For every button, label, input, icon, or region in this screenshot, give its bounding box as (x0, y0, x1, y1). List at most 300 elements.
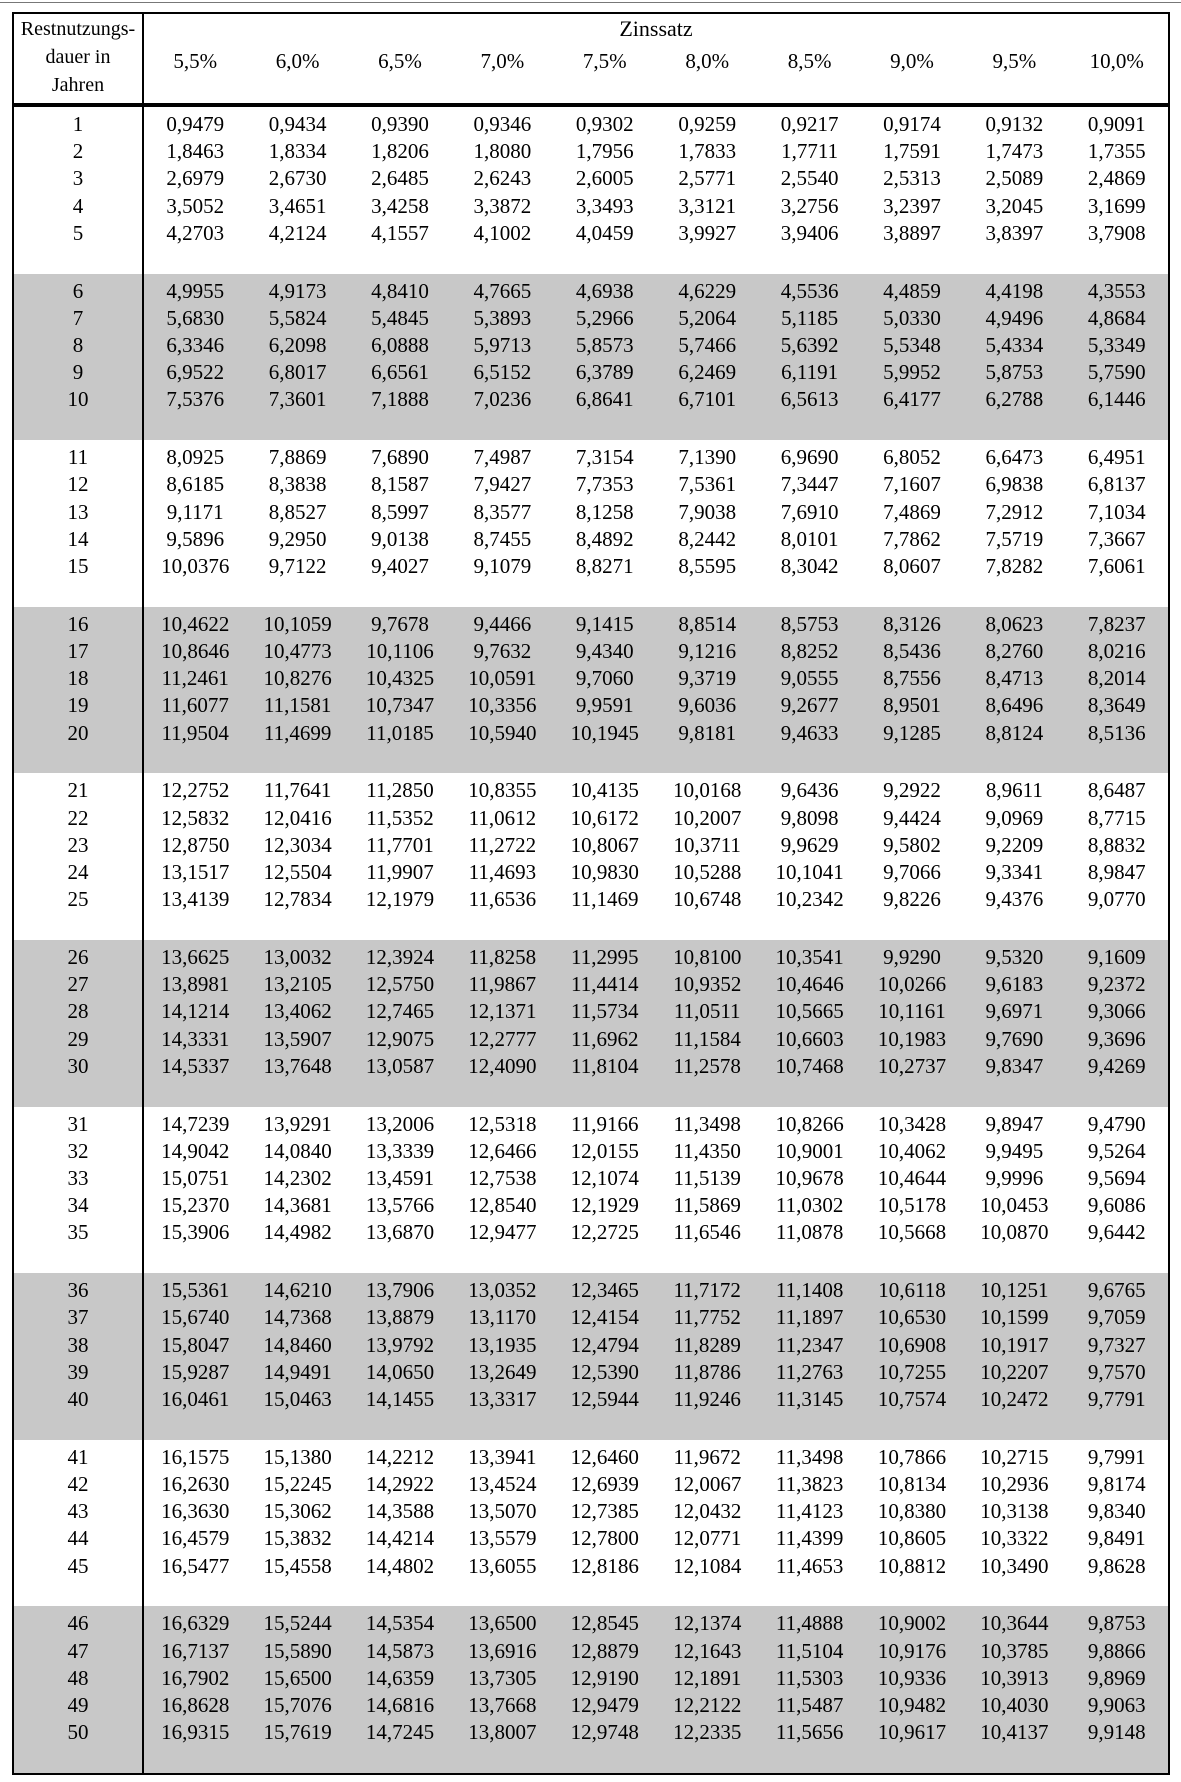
factor-cell: 7,6890 (371, 445, 429, 470)
factor-cell: 9,9148 (1087, 1720, 1146, 1745)
factor-cell: 14,4982 (263, 1220, 332, 1245)
factor-cell: 9,9495 (985, 1138, 1044, 1163)
factor-cell: 9,6442 (1087, 1220, 1146, 1245)
factor-cell: 8,8514 (678, 611, 737, 636)
factor-cell: 14,0840 (263, 1138, 332, 1163)
factor-cell: 9,9290 (883, 945, 941, 969)
factor-cell: 16,0461 (161, 1386, 230, 1411)
factor-cell: 10,7574 (877, 1386, 947, 1411)
factor-cell: 11,6546 (673, 1220, 741, 1245)
factor-cell: 12,5750 (365, 972, 435, 997)
factor-cell: 7,8869 (268, 445, 327, 470)
factor-cell: 6,9690 (780, 445, 839, 470)
factor-cell: 6,2469 (678, 360, 737, 385)
year-cell: 14 (67, 526, 89, 551)
factor-cell: 0,9217 (780, 112, 839, 136)
factor-cell: 10,8646 (161, 638, 230, 663)
factor-cell: 12,3924 (365, 945, 435, 969)
factor-cell: 11,1581 (263, 693, 332, 718)
factor-cell: 9,4027 (371, 553, 429, 578)
rate-header-2: 6,0% (275, 49, 320, 73)
factor-cell: 6,8641 (575, 387, 634, 412)
factor-cell: 12,5390 (570, 1359, 639, 1384)
factor-cell: 10,9352 (673, 972, 742, 997)
year-cell: 35 (67, 1220, 89, 1245)
year-cell: 23 (67, 832, 89, 857)
factor-cell: 7,0236 (473, 387, 532, 412)
factor-cell: 9,4269 (1087, 1053, 1146, 1078)
factor-cell: 4,4859 (883, 278, 941, 303)
factor-cell: 8,0607 (883, 553, 941, 578)
factor-cell: 11,8289 (673, 1332, 741, 1357)
factor-cell: 9,4466 (473, 611, 532, 636)
factor-cell: 9,8866 (1087, 1638, 1146, 1663)
factor-cell: 10,2342 (775, 887, 844, 912)
factor-cell: 15,9287 (161, 1359, 230, 1384)
factor-cell: 10,1251 (980, 1278, 1049, 1303)
factor-cell: 8,3649 (1087, 693, 1146, 718)
factor-cell: 6,3346 (166, 332, 225, 357)
factor-cell: 8,4713 (985, 666, 1044, 691)
factor-cell: 5,9952 (883, 360, 941, 385)
factor-cell: 8,0216 (1087, 638, 1146, 663)
factor-cell: 13,7648 (263, 1053, 332, 1078)
factor-cell: 14,7239 (161, 1111, 230, 1136)
factor-cell: 9,0138 (371, 526, 429, 551)
factor-cell: 11,5656 (775, 1720, 844, 1745)
factor-cell: 9,1216 (678, 638, 737, 663)
factor-cell: 10,9617 (877, 1720, 947, 1745)
factor-cell: 15,0751 (161, 1165, 230, 1190)
factor-cell: 7,9427 (473, 472, 532, 497)
factor-cell: 16,6329 (161, 1611, 230, 1636)
year-cell: 41 (67, 1444, 89, 1469)
factor-cell: 10,3913 (980, 1665, 1049, 1690)
factor-cell: 12,7834 (263, 887, 332, 912)
factor-cell: 15,7619 (263, 1720, 332, 1745)
factor-cell: 3,9406 (780, 220, 839, 245)
rate-header-3: 6,5% (378, 49, 422, 73)
factor-cell: 12,3465 (570, 1278, 639, 1303)
factor-cell: 9,2950 (268, 526, 327, 551)
factor-cell: 14,5337 (161, 1053, 230, 1078)
factor-cell: 5,0330 (883, 305, 941, 330)
factor-cell: 7,5719 (985, 526, 1044, 551)
factor-cell: 14,3331 (161, 1026, 230, 1051)
factor-cell: 9,6036 (678, 693, 737, 718)
factor-cell: 10,3490 (980, 1553, 1049, 1578)
factor-cell: 4,6938 (575, 278, 634, 303)
factor-cell: 15,7076 (263, 1692, 332, 1717)
factor-cell: 11,0511 (673, 999, 741, 1024)
factor-cell: 7,8282 (985, 553, 1044, 578)
factor-cell: 11,0878 (775, 1220, 844, 1245)
factor-cell: 12,4794 (570, 1332, 639, 1357)
year-cell: 1 (72, 112, 84, 136)
factor-cell: 7,5376 (166, 387, 225, 412)
factor-cell: 10,2737 (877, 1053, 947, 1078)
factor-cell: 5,4845 (371, 305, 429, 330)
factor-cell: 8,8527 (268, 499, 327, 524)
factor-cell: 6,1191 (781, 360, 839, 385)
factor-cell: 8,3577 (473, 499, 532, 524)
factor-cell: 9,4424 (883, 805, 941, 830)
factor-cell: 13,5579 (468, 1526, 537, 1551)
factor-cell: 4,3553 (1087, 278, 1146, 303)
factor-cell: 15,0463 (263, 1386, 332, 1411)
factor-cell: 9,8947 (985, 1111, 1044, 1136)
year-cell: 33 (67, 1165, 89, 1190)
factor-cell: 9,5320 (985, 945, 1044, 969)
factor-cell: 11,2578 (673, 1053, 741, 1078)
factor-cell: 16,5477 (161, 1553, 230, 1578)
year-cell: 40 (67, 1386, 89, 1411)
factor-cell: 8,3838 (268, 472, 327, 497)
year-cell: 42 (67, 1471, 89, 1496)
factor-cell: 14,1455 (365, 1386, 435, 1411)
factor-cell: 0,9259 (678, 112, 737, 136)
factor-cell: 11,3498 (775, 1444, 844, 1469)
factor-cell: 5,5824 (268, 305, 327, 330)
factor-cell: 9,1171 (166, 499, 224, 524)
year-cell: 26 (67, 945, 89, 969)
factor-cell: 9,4790 (1087, 1111, 1146, 1136)
factor-cell: 3,3121 (678, 193, 737, 218)
factor-cell: 4,1557 (371, 220, 429, 245)
factor-cell: 9,9063 (1087, 1692, 1146, 1717)
factor-cell: 4,6229 (678, 278, 737, 303)
factor-cell: 10,0591 (468, 666, 537, 691)
factor-cell: 9,7678 (371, 611, 429, 636)
factor-cell: 2,6243 (473, 166, 532, 191)
factor-cell: 11,2461 (161, 666, 229, 691)
factor-cell: 9,7060 (575, 666, 634, 691)
factor-cell: 11,4399 (775, 1526, 844, 1551)
factor-cell: 12,7465 (365, 999, 435, 1024)
factor-cell: 10,5665 (775, 999, 844, 1024)
factor-cell: 9,1415 (575, 611, 634, 636)
factor-cell: 1,8463 (166, 139, 225, 164)
year-cell: 3 (72, 166, 84, 191)
factor-cell: 14,7368 (263, 1305, 332, 1330)
factor-cell: 10,1161 (878, 999, 946, 1024)
factor-cell: 8,3126 (883, 611, 941, 636)
factor-cell: 10,6172 (570, 805, 639, 830)
factor-cell: 15,4558 (263, 1553, 332, 1578)
factor-cell: 5,2064 (678, 305, 737, 330)
factor-cell: 12,5318 (468, 1111, 537, 1136)
table-frame (12, 12, 1170, 1775)
rate-header-9: 9,5% (992, 49, 1037, 73)
factor-cell: 10,9002 (877, 1611, 947, 1636)
factor-cell: 4,1002 (473, 220, 532, 245)
factor-cell: 14,9042 (161, 1138, 230, 1163)
factor-cell: 4,8410 (371, 278, 429, 303)
factor-cell: 11,6077 (161, 693, 229, 718)
factor-cell: 14,2212 (365, 1444, 435, 1469)
factor-cell: 8,7455 (473, 526, 532, 551)
factor-cell: 10,2472 (980, 1386, 1049, 1411)
factor-cell: 10,9336 (877, 1665, 947, 1690)
factor-cell: 12,4090 (468, 1053, 537, 1078)
factor-cell: 16,7902 (161, 1665, 230, 1690)
factor-cell: 3,5052 (166, 193, 225, 218)
factor-cell: 10,2207 (980, 1359, 1049, 1384)
factor-cell: 15,5890 (263, 1638, 332, 1663)
year-cell: 2 (72, 139, 84, 164)
factor-cell: 6,5613 (780, 387, 839, 412)
factor-cell: 10,2715 (980, 1444, 1049, 1469)
factor-cell: 10,9001 (775, 1138, 844, 1163)
factor-cell: 9,4340 (575, 638, 634, 663)
factor-cell: 14,2302 (263, 1165, 332, 1190)
factor-cell: 11,4653 (775, 1553, 844, 1578)
factor-cell: 11,2722 (468, 832, 537, 857)
factor-cell: 11,7752 (673, 1305, 741, 1330)
factor-cell: 5,4334 (985, 332, 1044, 357)
factor-cell: 16,9315 (161, 1720, 230, 1745)
factor-cell: 9,5802 (883, 832, 941, 857)
factor-cell: 13,4524 (468, 1471, 537, 1496)
factor-cell: 4,9955 (166, 278, 225, 303)
factor-cell: 6,6473 (985, 445, 1044, 470)
factor-cell: 9,9996 (985, 1165, 1044, 1190)
factor-cell: 12,9190 (570, 1665, 639, 1690)
factor-cell: 10,4137 (980, 1720, 1049, 1745)
factor-cell: 5,7466 (678, 332, 737, 357)
year-cell: 48 (67, 1665, 89, 1690)
rate-header-5: 7,5% (582, 49, 627, 73)
factor-cell: 10,6530 (877, 1305, 947, 1330)
factor-cell: 13,3339 (365, 1138, 435, 1163)
factor-cell: 10,0168 (673, 778, 742, 803)
factor-cell: 1,7833 (678, 139, 737, 164)
factor-cell: 13,6870 (365, 1220, 435, 1245)
factor-cell: 6,8137 (1087, 472, 1146, 497)
factor-cell: 13,4139 (161, 887, 230, 912)
factor-cell: 9,6436 (780, 778, 839, 803)
factor-cell: 11,7641 (263, 778, 332, 803)
factor-cell: 14,3681 (263, 1193, 332, 1218)
year-cell: 17 (67, 638, 89, 663)
factor-cell: 13,8879 (365, 1305, 435, 1330)
factor-cell: 10,3356 (468, 693, 537, 718)
factor-cell: 11,4888 (775, 1611, 844, 1636)
year-cell: 28 (67, 999, 89, 1024)
year-cell: 27 (67, 972, 89, 997)
factor-cell: 9,7059 (1087, 1305, 1146, 1330)
corner-line-3: Jahren (51, 74, 105, 96)
factor-cell: 11,9867 (468, 972, 537, 997)
factor-cell: 10,3711 (673, 832, 741, 857)
factor-cell: 9,2677 (780, 693, 839, 718)
factor-cell: 14,6210 (263, 1278, 332, 1303)
factor-cell: 11,9246 (673, 1386, 741, 1411)
factor-cell: 1,7956 (575, 139, 634, 164)
year-cell: 50 (67, 1720, 89, 1745)
factor-cell: 10,4622 (161, 611, 230, 636)
factor-cell: 8,0623 (985, 611, 1044, 636)
rate-header-10: 10,0% (1089, 49, 1144, 73)
factor-cell: 4,9496 (985, 305, 1044, 330)
factor-cell: 2,6979 (166, 166, 225, 191)
year-cell: 20 (67, 720, 89, 745)
factor-cell: 16,2630 (161, 1471, 230, 1496)
header-divider (12, 103, 1170, 107)
factor-cell: 6,7101 (678, 387, 737, 412)
factor-cell: 10,1983 (877, 1026, 947, 1051)
factor-cell: 6,9522 (166, 360, 225, 385)
factor-cell: 13,2006 (365, 1111, 435, 1136)
factor-cell: 2,5771 (678, 166, 737, 191)
factor-cell: 12,1979 (365, 887, 435, 912)
factor-cell: 11,8786 (673, 1359, 741, 1384)
factor-cell: 10,8355 (468, 778, 537, 803)
factor-cell: 10,1059 (263, 611, 332, 636)
factor-cell: 15,6500 (263, 1665, 332, 1690)
factor-cell: 7,2912 (985, 499, 1044, 524)
factor-cell: 11,9672 (673, 1444, 741, 1469)
factor-cell: 12,3034 (263, 832, 332, 857)
factor-cell: 9,7327 (1087, 1332, 1146, 1357)
factor-cell: 2,6730 (268, 166, 327, 191)
factor-cell: 9,3341 (985, 859, 1044, 884)
factor-cell: 9,7690 (985, 1026, 1044, 1051)
factor-cell: 0,9390 (371, 112, 429, 136)
year-cell: 36 (67, 1278, 89, 1303)
factor-cell: 7,1034 (1087, 499, 1146, 524)
factor-cell: 8,6496 (985, 693, 1044, 718)
factor-cell: 9,7632 (473, 638, 532, 663)
factor-cell: 14,3588 (365, 1499, 435, 1524)
factor-cell: 11,5352 (366, 805, 434, 830)
factor-cell: 10,1106 (366, 638, 434, 663)
factor-cell: 8,3042 (780, 553, 839, 578)
factor-cell: 4,9173 (268, 278, 327, 303)
factor-cell: 1,7355 (1087, 139, 1146, 164)
factor-cell: 10,1599 (980, 1305, 1049, 1330)
factor-cell: 12,2725 (570, 1220, 639, 1245)
factor-cell: 12,6466 (468, 1138, 537, 1163)
factor-cell: 1,7591 (883, 139, 941, 164)
factor-cell: 8,6185 (166, 472, 225, 497)
factor-cell: 6,5152 (473, 360, 532, 385)
factor-cell: 13,3941 (468, 1444, 537, 1469)
factor-cell: 13,2105 (263, 972, 332, 997)
factor-cell: 12,6939 (570, 1471, 639, 1496)
year-cell: 6 (72, 278, 84, 303)
factor-cell: 7,7353 (575, 472, 634, 497)
factor-cell: 9,6765 (1087, 1278, 1146, 1303)
factor-cell: 4,2124 (268, 220, 327, 245)
factor-cell: 4,4198 (985, 278, 1044, 303)
factor-cell: 8,5136 (1087, 720, 1146, 745)
factor-cell: 12,1074 (570, 1165, 639, 1190)
factor-cell: 11,2763 (775, 1359, 844, 1384)
rate-header-1: 5,5% (173, 49, 218, 73)
factor-cell: 13,5907 (263, 1026, 332, 1051)
factor-cell: 11,1584 (673, 1026, 741, 1051)
year-cell: 47 (67, 1638, 89, 1663)
factor-cell: 8,9847 (1087, 859, 1146, 884)
factor-cell: 11,9166 (571, 1111, 639, 1136)
factor-cell: 7,7862 (883, 526, 941, 551)
factor-cell: 6,2788 (985, 387, 1044, 412)
factor-cell: 11,6962 (571, 1026, 639, 1051)
year-cell: 45 (67, 1553, 89, 1578)
factor-cell: 13,9792 (365, 1332, 435, 1357)
factor-cell: 11,0612 (468, 805, 537, 830)
year-cell: 9 (72, 360, 84, 385)
factor-cell: 14,9491 (263, 1359, 332, 1384)
year-cell: 7 (72, 305, 84, 330)
factor-cell: 12,8750 (161, 832, 230, 857)
factor-cell: 6,3789 (575, 360, 634, 385)
factor-cell: 0,9174 (883, 112, 941, 136)
factor-cell: 3,8897 (883, 220, 941, 245)
factor-cell: 8,7556 (883, 666, 941, 691)
factor-cell: 5,1185 (781, 305, 839, 330)
year-cell: 32 (67, 1138, 89, 1163)
factor-cell: 15,3906 (161, 1220, 230, 1245)
factor-cell: 10,9482 (877, 1692, 947, 1717)
factor-cell: 14,5354 (365, 1611, 435, 1636)
factor-cell: 13,6625 (161, 945, 230, 969)
factor-cell: 3,2045 (985, 193, 1044, 218)
factor-cell: 16,8628 (161, 1692, 230, 1717)
factor-cell: 12,4154 (570, 1305, 639, 1330)
factor-cell: 3,7908 (1087, 220, 1146, 245)
factor-cell: 7,6061 (1087, 553, 1146, 578)
factor-cell: 4,7665 (473, 278, 532, 303)
factor-cell: 4,0459 (575, 220, 634, 245)
factor-cell: 6,8052 (883, 445, 941, 470)
factor-cell: 8,8271 (575, 553, 634, 578)
factor-cell: 11,7172 (673, 1278, 741, 1303)
year-cell: 12 (67, 472, 89, 497)
factor-cell: 8,2760 (985, 638, 1044, 663)
factor-cell: 3,9927 (678, 220, 737, 245)
year-cell: 34 (67, 1193, 89, 1218)
factor-cell: 9,8347 (985, 1053, 1044, 1078)
factor-cell: 10,5288 (673, 859, 742, 884)
year-cell: 19 (67, 693, 89, 718)
factor-cell: 4,5536 (780, 278, 839, 303)
factor-cell: 14,1214 (161, 999, 230, 1024)
factor-cell: 9,3066 (1087, 999, 1146, 1024)
factor-cell: 12,2752 (161, 778, 230, 803)
factor-cell: 7,4987 (473, 445, 532, 470)
year-cell: 16 (67, 611, 89, 636)
factor-cell: 8,5997 (371, 499, 429, 524)
factor-cell: 6,4177 (883, 387, 941, 412)
factor-cell: 8,8252 (780, 638, 839, 663)
factor-cell: 13,8981 (161, 972, 230, 997)
factor-cell: 14,6816 (365, 1692, 435, 1717)
year-cell: 44 (67, 1526, 89, 1551)
factor-cell: 14,4802 (365, 1553, 435, 1578)
factor-cell: 10,0870 (980, 1220, 1049, 1245)
factor-cell: 11,9504 (161, 720, 229, 745)
factor-cell: 13,8007 (468, 1720, 537, 1745)
factor-cell: 10,8266 (775, 1111, 844, 1136)
factor-cell: 10,4325 (365, 666, 435, 691)
factor-cell: 6,9838 (985, 472, 1044, 497)
factor-cell: 10,1917 (980, 1332, 1049, 1357)
factor-cell: 10,4646 (775, 972, 844, 997)
factor-cell: 12,5832 (161, 805, 230, 830)
factor-cell: 10,7468 (775, 1053, 844, 1078)
